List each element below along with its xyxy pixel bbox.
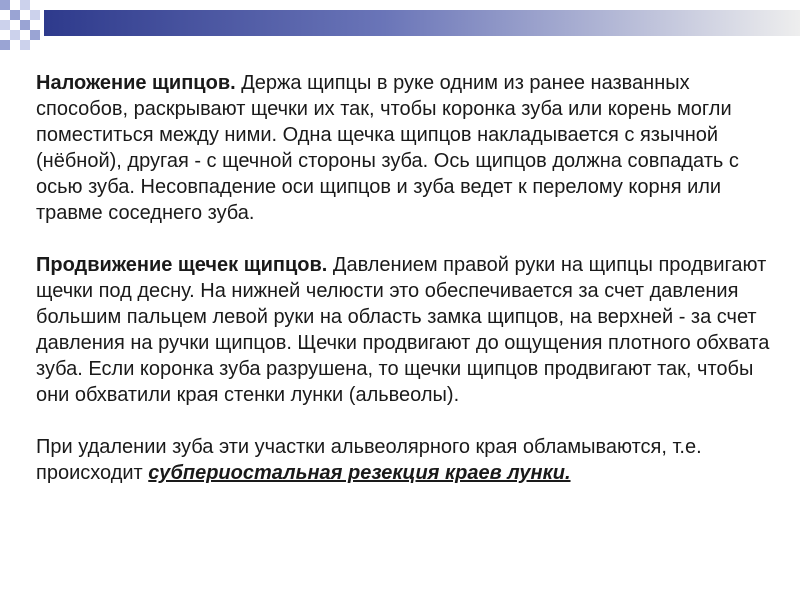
square-8	[30, 30, 40, 40]
square-7	[10, 30, 20, 40]
square-9	[0, 40, 10, 50]
square-4	[30, 10, 40, 20]
square-3	[10, 10, 20, 20]
paragraph-heading: Продвижение щечек щипцов.	[36, 254, 328, 276]
square-6	[20, 20, 30, 30]
emphasized-term: субпериостальная резекция краев лунки.	[148, 462, 571, 484]
square-2	[20, 0, 30, 10]
title-bar	[44, 10, 800, 36]
square-1	[0, 0, 10, 10]
title-bar-decoration	[0, 0, 800, 60]
square-10	[20, 40, 30, 50]
paragraph-text: Давлением правой руки на щипцы продвигают щечки под десну. На нижней челюсти это обеспечивается за счет давления большим пальцем левой руки на область замка щипцов, на верхней - за счет давления на ручки щипцов. Щечки продвигают	[36, 254, 767, 354]
paragraph-text: Держа щипцы в руке одним из ранее названных способов, раскрывают щечки их так, чтобы коронка зуба или корень могли поместиться между ними. Одна щечка щипцов накладывается с язычной (нёбной), другая - с щечной стороны зуба. Ось щипцов должна совпадать с осью зуба. Несовпадение оси щипцов и зуба ведет к перелому корня или травме соседнего зуба.	[36, 72, 739, 224]
paragraph-text: При удалении зуба эти участки альвеолярного края обламываются, т.е. происходит	[36, 436, 702, 484]
paragraph-text-continued: до ощущения плотного обхвата зуба. Если коронка зуба разрушена, то щечки щипцов продвигают так, чтобы они обхватили края стенки лунки (альвеолы).	[36, 332, 770, 406]
paragraph-forceps-placement	[36, 70, 776, 226]
slide-body	[36, 70, 776, 512]
square-5	[0, 20, 10, 30]
paragraph-advancing-jaws	[36, 252, 776, 408]
paragraph-resection	[36, 434, 776, 486]
paragraph-heading: Наложение щипцов.	[36, 72, 236, 94]
